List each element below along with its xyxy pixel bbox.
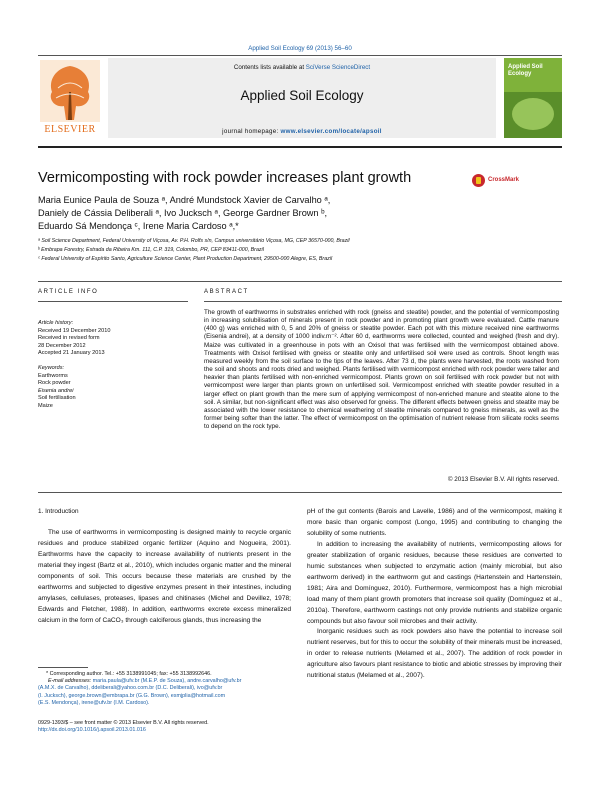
history-item: Accepted 21 January 2013 xyxy=(38,350,105,357)
email-addresses[interactable]: (E.S. Mendonça), irene@ufv.br (I.M. Cardoso). xyxy=(38,699,150,706)
article-info-block xyxy=(38,320,168,411)
abstract-heading: ABSTRACT xyxy=(204,289,249,295)
paragraph: In addition to increasing the availability of nutrients, vermicomposting allows for greater stabilization of organic residues, because these residues are converted to humic substances when subjected to enzymatic action (mainly microbial, but also earthworm derived) in the earthworm gut and castings (Hartenstein and Hartenstein, 1981; Aira and Domínguez, 2010). Furthermore, vermicompost has a high microbial load many of them plant growth promoters that increase soil quality (Domínguez et al., 2010a). Therefore, earthworm castings not only provide nutrients and stabilize organic compounds but also favour soil microbes and their activity. xyxy=(307,540,562,625)
history-item: Received 19 December 2010 xyxy=(38,327,111,334)
article-title: Vermicomposting with rock powder increases plant growth xyxy=(38,170,412,186)
affiliation: ᵃ Soil Science Department, Federal University of Viçosa, Av. P.H. Rolfs s/n, Campus universitário Viçosa, MG, CEP 36570-000, Brazil xyxy=(38,238,350,244)
header-rule-bottom xyxy=(38,146,562,148)
homepage-prefix: journal homepage: xyxy=(222,128,281,135)
keyword: Maize xyxy=(38,402,53,409)
footnote xyxy=(38,671,291,707)
header-rule-top xyxy=(38,55,562,56)
history-item: 28 December 2012 xyxy=(38,342,86,349)
abstract-rule xyxy=(204,301,562,302)
contents-prefix: Contents lists available at xyxy=(233,64,306,71)
abstract-text: The growth of earthworms in substrates enriched with rock (gneiss and steatite) powder, and the potential of vermicomposting in increasing solubilisation of minerals present in rock powder and in promoting plant growth were evaluated. Cattle manure (400 g) was enriched with 0, 5 and 20% of gneiss or steatite powder. Each pot with this mixture received nine earthworms (Eisenia andrei), at a density of 1000 indiv.m⁻². After 60 d, earthworms were collected, counted and weighed (fresh and dry). Maize was cultivated in a greenhouse in pots with an Oxisol that was fertilised with the vermicompost obtained above. Treatments with Oxisol fertilised with gneiss or steatite only and unfertilised soil were used as controls. Shoot length was measured weekly from the soil surface to the tips of the leaves. After 73 d, the plants were harvested, the roots washed from the soil and shoots and roots dried and weighed. Plants fertilised with vermicompost enriched with rock powder were taller and heavier than plants fertilised with non-enriched vermicompost. Plants grown on soil fertilised with rock powder but not with vermicompost were larger than plants grown on unfertilised soil. Vermicompost enriched with steatite powder resulted in a larger effect on plant growth than the mere sum of applying vermicompost of non-enriched manure and steatite alone to the soil. A similar, but non-significant effect was also observed for gneiss. The different effects between gneiss and steatite may be associated with the lower resistance to chemical weathering of steatite minerals compared to gneiss minerals, as well as the former being softer than the latter. The effect of vermicompost on the optimisation of nutrient release from silicate rocks seems to depend on the rock type. xyxy=(204,309,559,431)
article-info-heading: ARTICLE INFO xyxy=(38,289,99,295)
section-heading: 1. Introduction xyxy=(38,508,79,515)
paragraph: The use of earthworms in vermicomposting is designed mainly to recycle organic residues and produce stabilized organic fertilizer (Aquino and Nogueira, 2001). Earthworms have the capacity to increase availability of nutrients present in the material they ingest (Bartz et al., 2010), which includes organic matter and the mineral components of soil. This occurs because these materials are crushed by the earthworms and subjected to digestive enzymes present in their intestines, including amylases, cellulases, proteases, lipases and chitinases (Michel and Devillez, 1978; Edwards and Fletcher, 1988). In addition, earthworms excrete excess mineralized calcium in the form of CaCO₃ through calciferous glands, thus increasing the xyxy=(38,529,291,624)
publisher-logo-text: ELSEVIER xyxy=(44,124,96,135)
affiliation-rule xyxy=(38,281,562,282)
body-column-left xyxy=(38,528,291,627)
cover-graphic xyxy=(512,98,554,130)
abstract-bottom-rule xyxy=(38,492,562,493)
author-line: Eduardo Sá Mendonça ᶜ, Irene Maria Cardoso ᵃ,* xyxy=(38,221,239,231)
affiliation: ᶜ Federal University of Espírito Santo, Agriculture Science Center, Plant Production Department, 29500-000 Alegre, ES, Brazil xyxy=(38,256,333,262)
paragraph: Inorganic residues such as rock powders also have the potential to increase soil nutrient reserves, but for this to occur the solubility of their minerals must be increased, in order to release nutrients (Melamed et al., 2007). The addition of rock powder in agriculture also favours plant resistance to biotic and abiotic stresses by improving their nutritional status (Melamed et al., 2007). xyxy=(307,628,562,680)
copyright: © 2013 Elsevier B.V. All rights reserved. xyxy=(447,476,559,483)
article-info-rule xyxy=(38,301,188,302)
keyword: Eisenia andrei xyxy=(38,387,74,394)
journal-masthead xyxy=(38,58,562,144)
doi-link[interactable]: http://dx.doi.org/10.1016/j.apsoil.2013.01.016 xyxy=(38,727,146,734)
corresponding-author: * Corresponding author. Tel.: +55 3138991045; fax: +55 3138992646. xyxy=(46,671,212,677)
contents-line xyxy=(108,64,496,71)
author-line: Daniely de Cássia Deliberali ᵃ, Ivo Jucksch ᵃ, George Gardner Brown ᵇ, xyxy=(38,208,328,218)
author-line: Maria Eunice Paula de Souza ᵃ, André Mundstock Xavier de Carvalho ᵃ, xyxy=(38,195,331,205)
keywords-label: Keywords: xyxy=(38,364,65,371)
body-column-right xyxy=(307,507,562,682)
crossmark-label: CrossMark xyxy=(488,177,520,183)
journal-reference[interactable]: Applied Soil Ecology 69 (2013) 56–60 xyxy=(248,45,352,52)
history-item: Received in revised form xyxy=(38,335,100,342)
email-addresses[interactable]: maria.paula@ufv.br (M.E.P. de Souza), andre.carvalho@ufv.br xyxy=(92,678,242,685)
journal-cover-thumbnail xyxy=(504,58,562,138)
homepage-link[interactable]: www.elsevier.com/locate/apsoil xyxy=(280,128,382,135)
homepage-line xyxy=(108,128,496,135)
cover-title: Applied Soil Ecology xyxy=(508,64,543,77)
history-label: Article history: xyxy=(38,320,74,326)
sciencedirect-link[interactable]: SciVerse ScienceDirect xyxy=(305,64,371,71)
footnote-rule xyxy=(38,667,88,668)
masthead-banner xyxy=(108,58,496,138)
crossmark-icon xyxy=(472,174,485,187)
keyword: Earthworms xyxy=(38,372,68,379)
email-label: E-mail addresses: xyxy=(48,678,92,685)
crossmark-badge[interactable] xyxy=(472,170,532,192)
paragraph: pH of the gut contents (Barois and Lavelle, 1986) and of the vermicompost, making it more basic than organic compost (Longo, 1995) and contributing to changing the solubility of some nutrients. xyxy=(307,508,562,537)
issn-line: 0929-1393/$ – see front matter © 2013 Elsevier B.V. All rights reserved. xyxy=(38,720,209,726)
affiliation: ᵇ Embrapa Forestry, Estrada da Ribeira Km. 111, C.P. 319, Colombo, PR, CEP 83411-000, Brazil xyxy=(38,247,264,253)
doi-block xyxy=(38,720,291,735)
journal-title: Applied Soil Ecology xyxy=(240,88,364,103)
email-addresses[interactable]: (A.M.X. de Carvalho), ddeliberali@yahoo.com.br (D.C. Deliberali), ivo@ufv.br xyxy=(38,685,223,692)
keyword: Rock powder xyxy=(38,380,71,387)
elsevier-tree-logo xyxy=(38,58,102,130)
email-addresses[interactable]: (I. Jucksch), george.brown@embrapa.br (G.G. Brown), esmjplia@hotmail.com xyxy=(38,692,226,699)
keyword: Soil fertilisation xyxy=(38,395,76,402)
